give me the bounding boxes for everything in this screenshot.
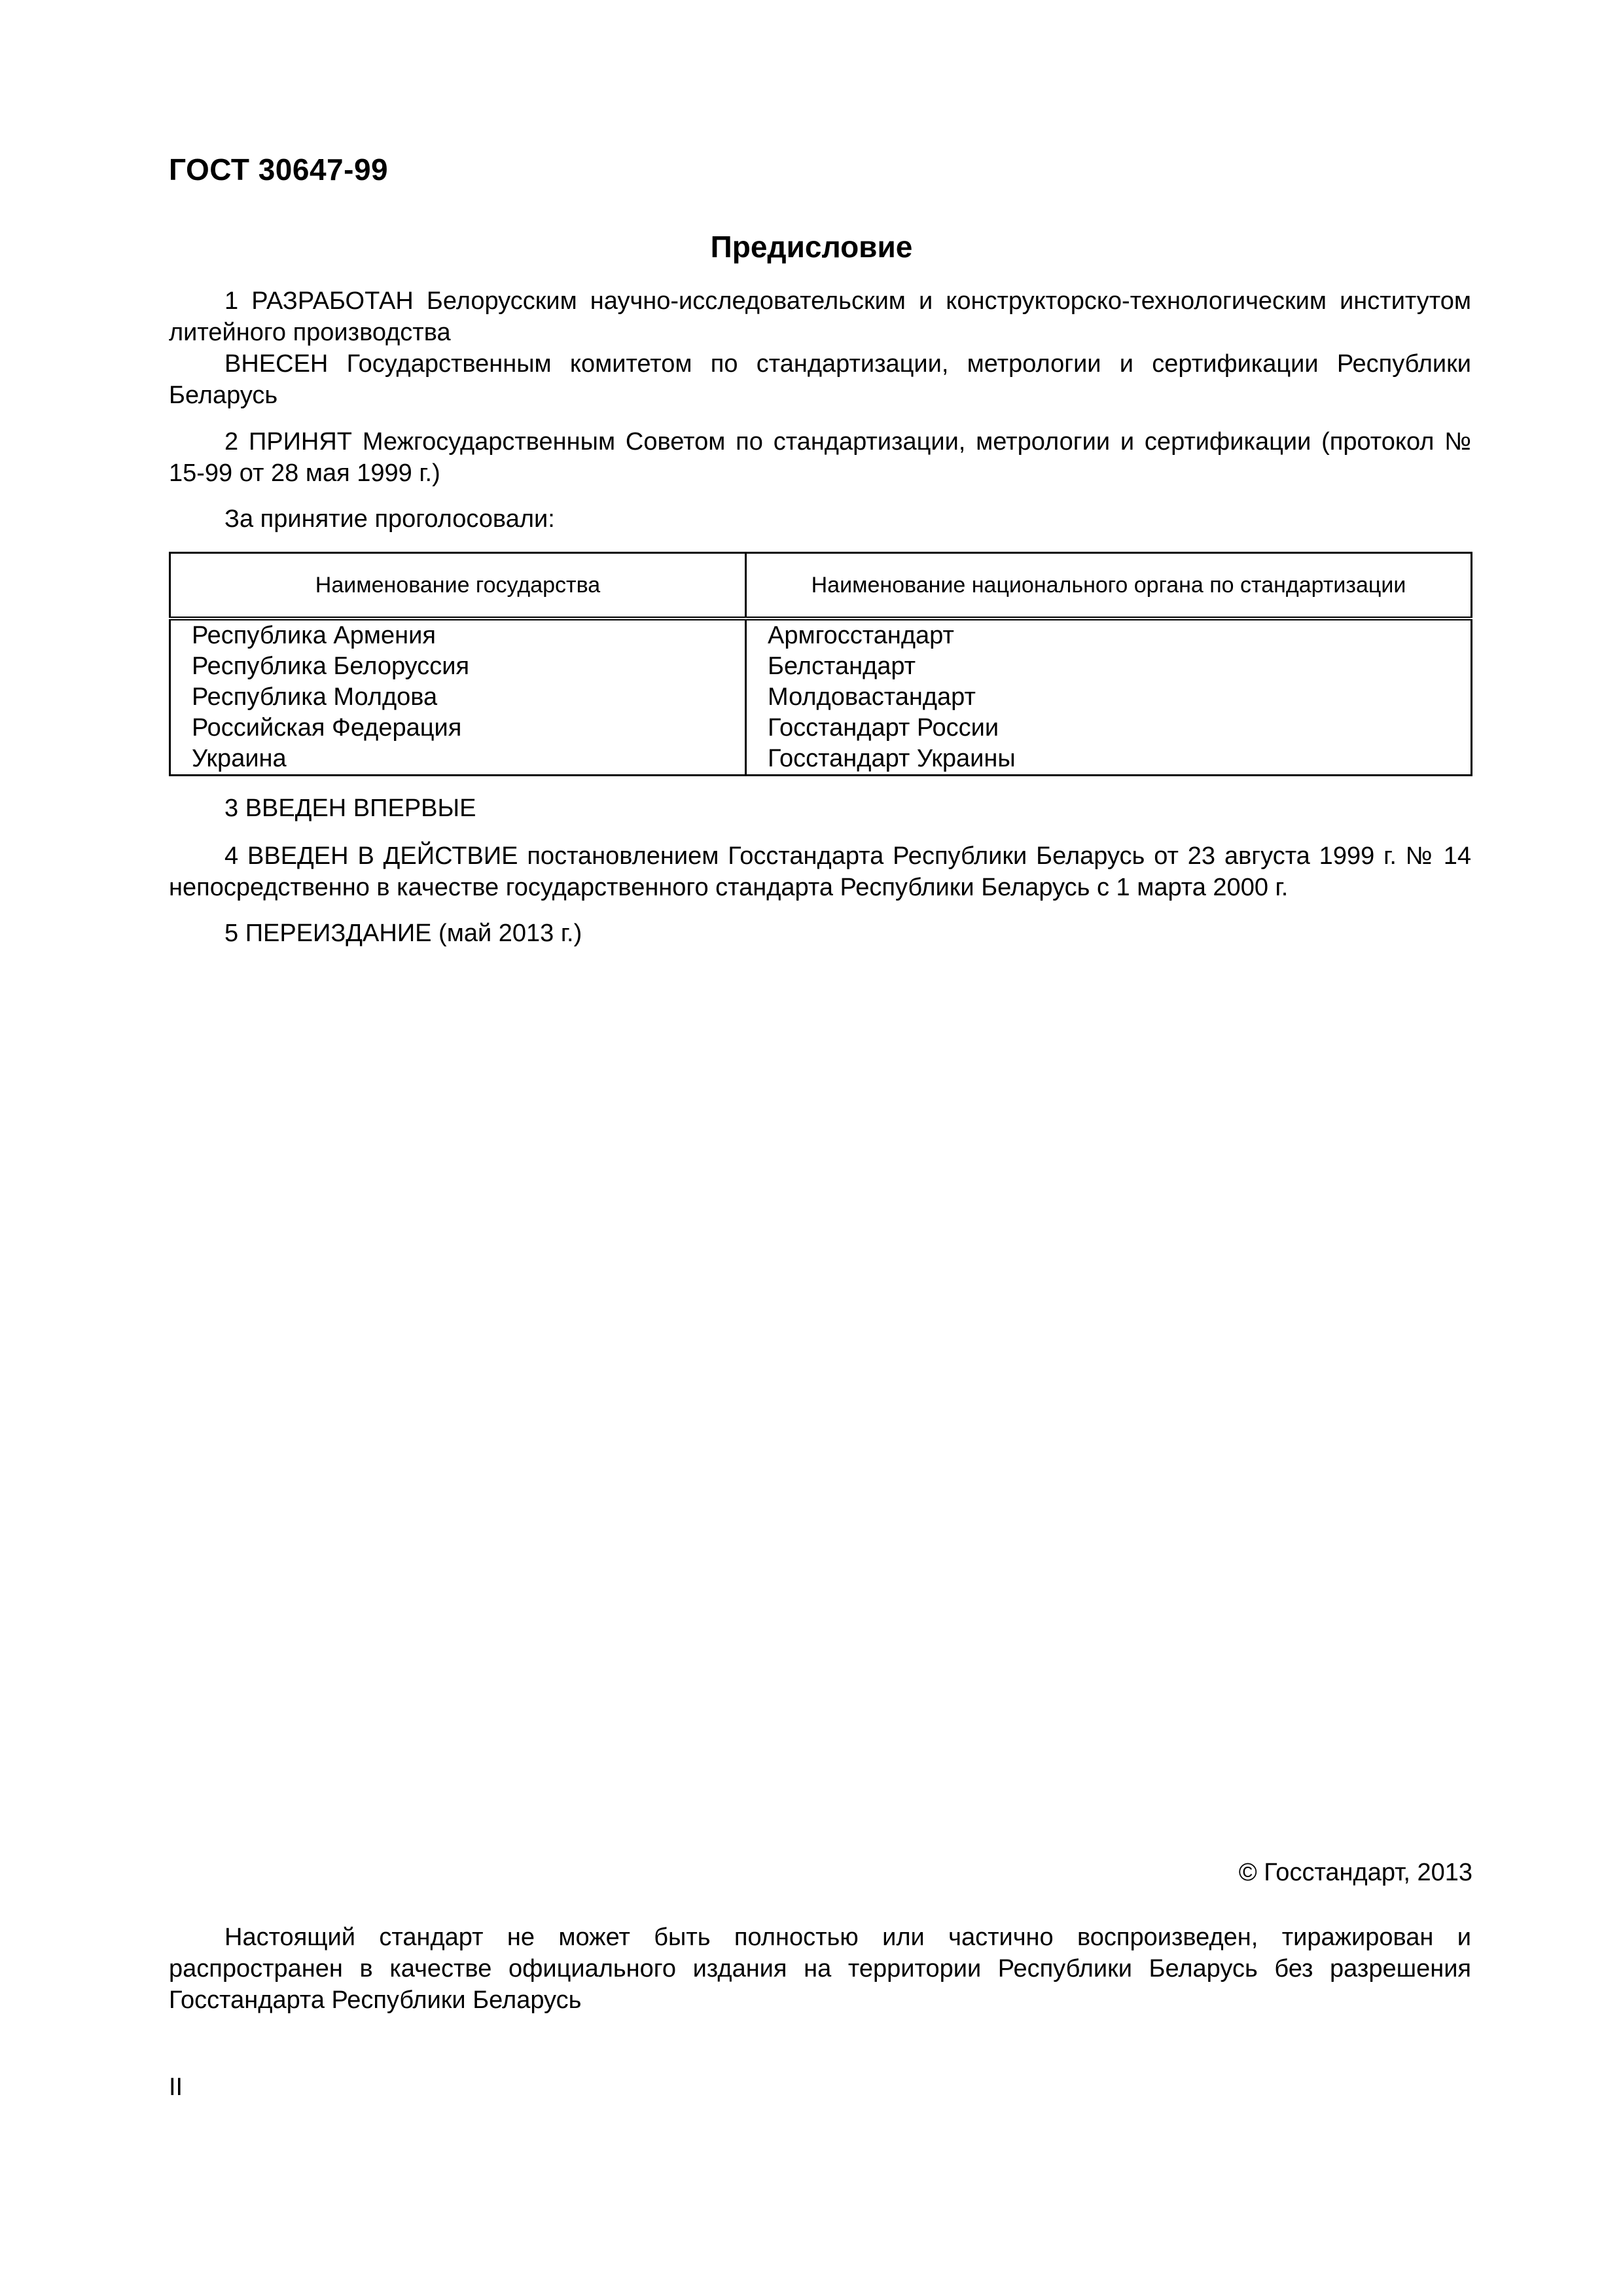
paragraph-developed: 1 РАЗРАБОТАН Белорусским научно-исследовательским и конструкторско-технологическим институтом литейного производства — [169, 287, 1471, 346]
column-header-state: Наименование государства — [170, 553, 746, 619]
state-name: Республика Белоруссия — [192, 653, 470, 680]
paragraph-submitted: ВНЕСЕН Государственным комитетом по стандартизации, метрологии и сертификации Республики Беларусь — [169, 350, 1471, 409]
reproduction-notice: Настоящий стандарт не может быть полностью или частично воспроизведен, тиражирован и распространен в качестве официального издания на территории Республики Беларусь без разрешения Госстандарта Республики Беларусь — [169, 1924, 1471, 2014]
page-title: Предисловие — [710, 230, 913, 264]
paragraph-effective: 4 ВВЕДЕН В ДЕЙСТВИЕ постановлением Госстандарта Республики Беларусь от 23 августа 1999 г. № 14 непосредственно в качестве государственного стандарта Республики Беларусь с 1 марта 2000 г. — [169, 842, 1471, 901]
state-name: Республика Молдова — [192, 683, 438, 711]
copyright-notice: © Госстандарт, 2013 — [1238, 1859, 1472, 1886]
state-name: Украина — [192, 745, 287, 772]
page-number: II — [169, 2073, 183, 2101]
body-name: Госстандарт России — [768, 714, 999, 742]
body-name: Белстандарт — [768, 653, 916, 680]
paragraph-first-introduced: 3 ВВЕДЕН ВПЕРВЫЕ — [224, 795, 476, 822]
states-column — [170, 619, 746, 776]
votes-table — [169, 552, 1472, 776]
bodies-column — [746, 619, 1472, 776]
paragraph-adopted: 2 ПРИНЯТ Межгосударственным Советом по стандартизации, метрологии и сертификации (протокол № 15-99 от 28 мая 1999 г.) — [169, 428, 1471, 487]
document-id: ГОСТ 30647-99 — [169, 152, 389, 187]
table-body-row — [170, 619, 1472, 776]
paragraph-reissue: 5 ПЕРЕИЗДАНИЕ (май 2013 г.) — [224, 920, 582, 947]
table-header-row — [170, 553, 1472, 619]
state-name: Российская Федерация — [192, 714, 462, 742]
state-name: Республика Армения — [192, 622, 436, 649]
body-name: Госстандарт Украины — [768, 745, 1016, 772]
column-header-body: Наименование национального органа по стандартизации — [746, 553, 1472, 619]
body-name: Армгосстандарт — [768, 622, 954, 649]
votes-intro: За принятие проголосовали: — [224, 505, 555, 533]
body-name: Молдовастандарт — [768, 683, 976, 711]
